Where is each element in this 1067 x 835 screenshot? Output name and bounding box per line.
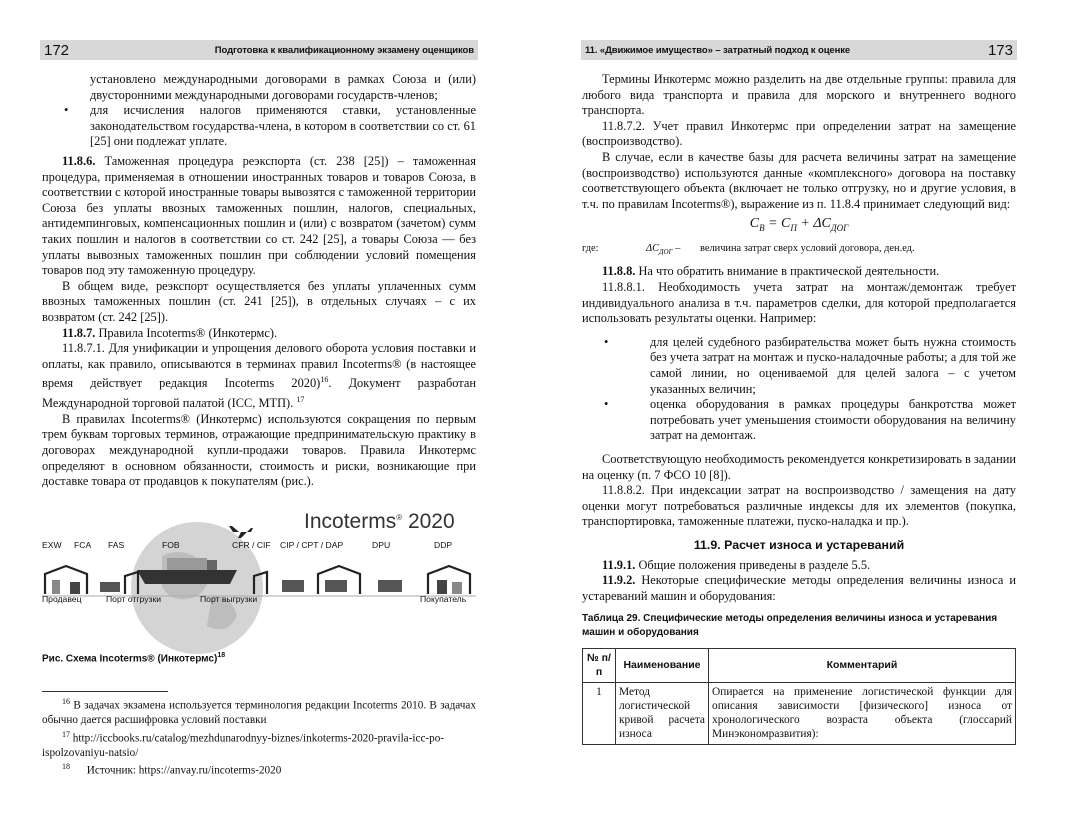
incoterms-terms-row	[42, 538, 476, 550]
figure-location-label: Порт отгрузки	[106, 593, 162, 604]
paragraph: 11.8.6. Таможенная процедура реэкспорта (ст. 238 [25]) – таможенная процедура, применяемая в отношении иностранных товаров и товаров Союза, в соответствии с которой иностранные товары вывозятся с таможенной территории Союза без уплаты ввозных таможенных пошлин, налогов, специальных, антидемпинговых, компенсационных пошлин и (или) с возвратом (зачетом) сумм таких пошлин и налогов в соответствии со ст. 242 [25], а товары Союза — без уплаты вывозных таможенных пошлин при соблюдении условий помещения товаров под эту таможенную процедуру.	[42, 153, 476, 278]
incoterm-label: DPU	[372, 539, 391, 550]
right-page	[533, 0, 1067, 835]
methods-table	[582, 648, 1016, 744]
running-title: Подготовка к квалификационному экзамену оценщиков	[214, 44, 474, 56]
paragraph: В общем виде, реэкспорт осуществляется без уплаты уплаченных сумм ввозных таможенных пошлин (ст. 241 [25]), в отдельных случаях – с их возвратом (ст. 242 [25]).	[42, 278, 476, 324]
bullet-icon: •	[64, 103, 69, 118]
paragraph: установлено международными договорами в рамках Союза и (или) двусторонними международными договорами государств-членов;	[90, 72, 476, 102]
table-row: 1 Метод логистической кривой расчета износа Опирается на применение логистической функции для описания зависимости [физического] износа от хронологического возраста объекта (глоссарий Минэкономразвития):	[583, 682, 1016, 744]
section-heading: 11.8.8. На что обратить внимание в практической деятельности.	[602, 264, 940, 279]
paragraph: В правилах Incoterms® (Инкотермс) используются сокращения по первым трем буквам торговых терминов, отражающие предпринимательскую практику в договорах международной купли-продажи товаров. Правила Инкотермс определяют в основном обязанности, стоимость и риски, возникающие при доставке товара от продавцов к покупателям (рис.).	[42, 411, 476, 489]
truck-icon	[325, 580, 347, 592]
incoterm-label: EXW	[42, 539, 62, 550]
footnotes	[42, 695, 476, 779]
incoterm-label: FAS	[108, 539, 125, 550]
footnote: $^{18}$ Источник: https://anvay.ru/incoterms-2020	[62, 762, 282, 778]
truck-icon	[378, 580, 402, 592]
right-running-header	[581, 40, 1017, 60]
incoterm-label: FCA	[74, 539, 92, 550]
incoterms-figure	[42, 509, 476, 656]
paragraph: 11.8.8.2. При индексации затрат на воспроизводство / замещения на дату оценки могут потребоваться различные индексы для их элементов (покупка, транспортировка, таможенные платежи, пуско-наладка и пр.).	[582, 483, 1016, 529]
section-heading: 11.8.7. Правила Incoterms® (Инкотермс).	[62, 325, 278, 340]
incoterms-labels-row	[42, 592, 476, 604]
incoterm-label: DDP	[434, 539, 453, 550]
paragraph: Термины Инкотермс можно разделить на две отдельные группы: правила для любого вида транспорта и правила для морского и внутреннего водного транспорта.	[582, 72, 1016, 118]
page-number: 173	[987, 41, 1013, 59]
warehouse-icon	[45, 566, 87, 594]
paragraph: 11.8.7.1. Для унификации и упрощения делового оборота условия поставки и оплаты, как правило, описываются в терминах правил Incoterms® (в настоящее время действует редакция Incoterms 2020)$^{16}$. Документ разработан Международной торговой палатой (ICC, МТП). $^{17}$	[42, 341, 476, 411]
section-title: 11.9. Расчет износа и устареваний	[693, 537, 905, 552]
paragraph: 11.9.1. Общие положения приведены в разделе 5.5.	[602, 557, 871, 572]
list-item: • для исчисления налогов применяются ставки, установленные законодательством государства-члена, в котором в соответствии со ст. 61 [25] они подлежат уплате.	[42, 103, 476, 150]
truck-icon	[100, 582, 120, 592]
incoterms-diagram	[42, 516, 476, 656]
warehouse-icon	[428, 566, 470, 594]
left-text-column	[42, 72, 476, 779]
table-header-row: № п/п Наименование Комментарий	[583, 649, 1016, 682]
incoterms-logo: Incoterms® 2020	[304, 509, 455, 533]
page-number: 172	[44, 41, 70, 59]
formula: $C_В = C_П + \Delta C_{ДОГ}$	[749, 216, 849, 234]
footnote: $^{17}$ http://iccbooks.ru/catalog/mezhdunarodnyy-biznes/inkoterms-2020-pravila-icc-po-ispolzovaniyu-natsio/	[42, 729, 445, 759]
paragraph: 11.8.8.1. Необходимость учета затрат на монтаж/демонтаж требует индивидуального анализа в т.ч. параметров сделки, для которой предполагается использовать результаты оценки. Например:	[582, 280, 1016, 326]
paragraph: Соответствующую необходимость рекомендуется конкретизировать в задании на оценку (п. 7 ФСО 10 [8]).	[582, 451, 1016, 482]
list-item: • для целей судебного разбирательства может быть нужна стоимость без учета затрат на монтаж и пуско-наладочные работы; а для той же самой линии, но оцениваемой для целей залога – с учетом указанных величин;	[582, 335, 1016, 397]
incoterm-label: CIP / CPT / DAP	[280, 539, 344, 550]
footnote-separator	[42, 691, 168, 692]
incoterm-label: FOB	[162, 539, 180, 550]
left-running-header	[40, 40, 478, 60]
list-item: • оценка оборудования в рамках процедуры банкротства может потребовать учет уменьшения стоимости оборудования на величину затрат на демонтаж.	[582, 397, 1016, 444]
figure-location-label: Продавец	[42, 593, 82, 604]
footnote: $^{16}$ В задачах экзамена используется терминология редакции Incoterms 2010. В задачах обычно дается расшифровка условий поставки	[42, 696, 476, 726]
right-text-column	[582, 72, 1016, 745]
figure-location-label: Порт выгрузки	[200, 593, 258, 604]
bullet-icon: •	[604, 334, 609, 349]
figure-location-label: Покупатель	[420, 593, 467, 604]
paragraph: 11.9.2. Некоторые специфические методы определения величины износа и устареваний машин и оборудования:	[582, 573, 1016, 603]
paragraph: 11.8.7.2. Учет правил Инкотермс при определении затрат на замещение (воспроизводство).	[582, 118, 1016, 149]
truck-icon	[282, 580, 304, 592]
running-title: 11. «Движимое имущество» – затратный подход к оценке	[585, 44, 851, 56]
figure-caption: Рис. Схема Incoterms® (Инкотермс)$^{18}$	[42, 651, 226, 665]
formula-legend: где: $\Delta C_{ДОГ}$ – величина затрат сверх условий договора, ден.ед.	[582, 242, 915, 256]
left-page	[0, 0, 533, 835]
bullet-icon: •	[604, 397, 609, 412]
incoterm-label: CFR / CIF	[232, 539, 271, 550]
table-caption: Таблица 29. Специфические методы определения величины износа и устаревания машин и оборудования	[582, 613, 998, 639]
paragraph: В случае, если в качестве базы для расчета величины затрат на замещение (воспроизводство) используются данные «комплексного» договора на поставку соответствующего объекта (включает не только отгрузку, но и другие условия, в т.ч. по правилам Incoterms®), выражение из п. 11.8.4 принимает следующий вид:	[582, 149, 1016, 211]
